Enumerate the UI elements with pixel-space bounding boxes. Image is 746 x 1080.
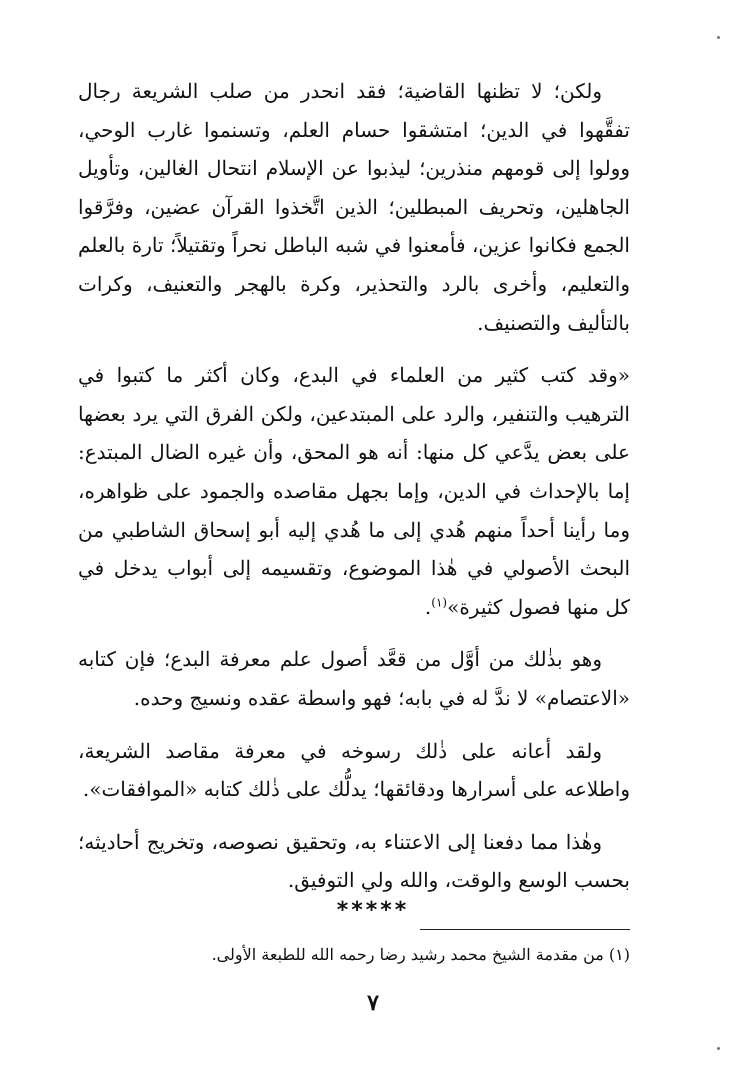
paragraph-2-quote: «وقد كتب كثير من العلماء في البدع، وكان أكثر ما كتبوا في الترهيب والتنفير، والرد على المبتدعين، ولكن الفرق التي يرد بعضها على بعض يدَّعي كل منها: أنه هو المحق، وأن غيره الضال المبتدع: إما بالإحداث في الدين، وإما بجهل مقاصده والجمود على ظواهره، وما رأينا أحداً منهم هُدي إلى ما هُدي إليه أبو إسحاق الشاطبي من البحث الأصولي في هٰذا الموضوع، وتقسيمه إلى أبواب يدخل في كل منها فصول كثيرة»$^{(١)}$. (78, 363, 630, 619)
paragraph-4: ولقد أعانه على ذٰلك رسوخه في معرفة مقاصد الشريعة، واطلاعه على أسرارها ودقائقها؛ يدلُّك على ذٰلك كتابه «الموافقات». (78, 738, 630, 802)
footnote-rule (420, 929, 630, 930)
paragraph-5: وهٰذا مما دفعنا إلى الاعتناء به، وتحقيق نصوصه، وتخريج أحاديثه؛ بحسب الوسع والوقت، والله ولي التوفيق. (78, 829, 630, 893)
scan-dot-bottom (717, 1047, 720, 1050)
paragraph-1: ولكن؛ لا تظنها القاضية؛ فقد انحدر من صلب الشريعة رجال تفقَّهوا في الدين؛ امتشقوا حسام العلم، وتسنموا غارب الوحي، وولوا إلى قومهم منذرين؛ ليذبوا عن الإسلام انتحال الغالين، وتأويل الجاهلين، وتحريف المبطلين؛ الذين اتَّخذوا القرآن عضين، وفرَّقوا الجمع فكانوا عزين، فأمعنوا في شبه الباطل نحراً وتقتيلاً؛ تارة بالعلم والتعليم، وأخرى بالرد والتحذير، وكرة بالهجر والتعنيف، وكرات بالتأليف والتصنيف. (78, 79, 630, 335)
scan-dot-top (717, 36, 720, 39)
footnote-reference: (١) (431, 595, 448, 610)
body-text (78, 72, 630, 914)
footnote: (١) من مقدمة الشيخ محمد رشيد رضا رحمه الله للطبعة الأولى. (211, 945, 630, 964)
page-number: ٧ (367, 990, 379, 1016)
paragraph-3: وهو بذٰلك من أوَّل من قعَّد أصول علم معرفة البدع؛ فإن كتابه «الاعتصام» لا ندَّ له في بابه؛ فهو واسطة عقده ونسيج وحده. (78, 647, 630, 710)
quote-text: «وقد كتب كثير من العلماء في البدع، وكان أكثر ما كتبوا في الترهيب والتنفير، والرد على المبتدعين، ولكن الفرق التي يرد بعضها على بعض يدَّعي كل منها: أنه هو المحق، وأن غيره الضال المبتدع: إما بالإحداث في الدين، وإما بجهل مقاصده والجمود على ظواهره، وما رأينا أحداً منهم هُدي إلى ما هُدي إليه أبو إسحاق الشاطبي من البحث الأصولي في هٰذا الموضوع، وتقسيمه إلى أبواب يدخل في كل منها فصول كثيرة» (78, 363, 630, 619)
section-separator: ***** (336, 898, 410, 923)
